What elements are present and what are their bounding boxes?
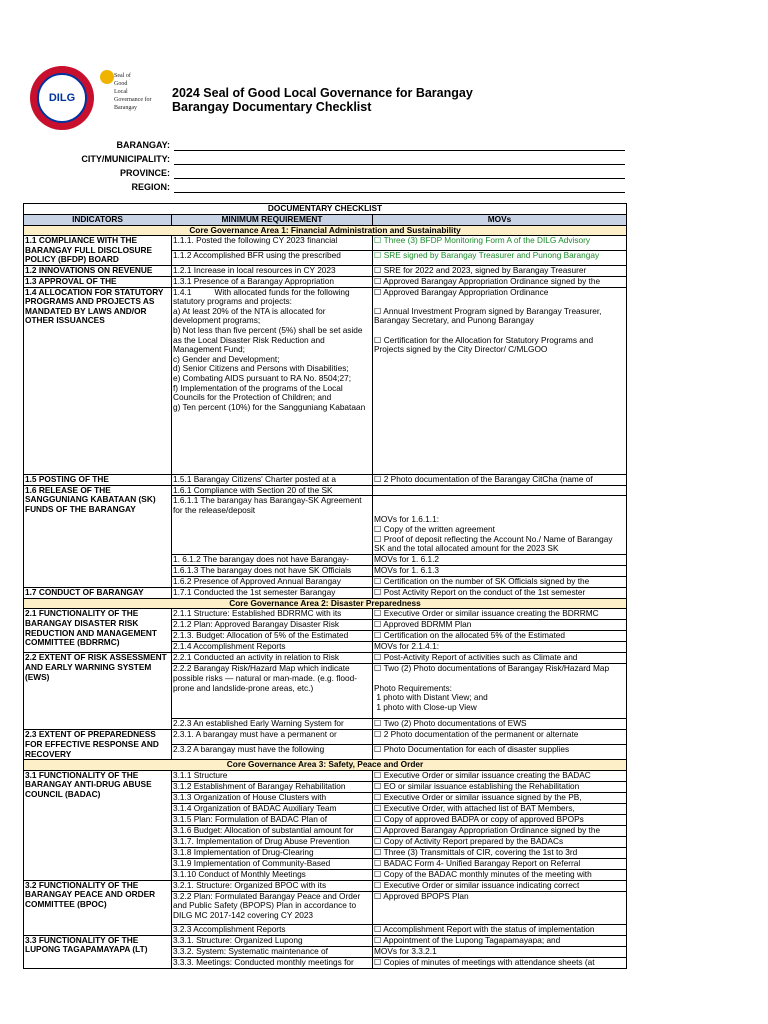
table-row bbox=[24, 880, 627, 891]
minimum-requirement-cell: 3.1.4 Organization of BADAC Auxiliary Team bbox=[172, 803, 373, 814]
minimum-requirement-cell: 2.1.2 Plan: Approved Barangay Disaster Risk bbox=[172, 620, 373, 631]
sglgb-logo-line: Good bbox=[114, 81, 128, 87]
checkbox-icon[interactable]: ☐ bbox=[374, 608, 384, 619]
checkbox-icon[interactable]: ☐ bbox=[374, 718, 384, 729]
table-row bbox=[24, 653, 627, 664]
minimum-requirement-cell: 3.1.6 Budget: Allocation of substantial amount for bbox=[172, 825, 373, 836]
checkbox-icon[interactable]: ☐ bbox=[374, 825, 384, 835]
mov-text: Approved BPOPS Plan bbox=[383, 891, 469, 901]
minimum-requirement-cell: 3.3.2. System: Systematic maintenance of bbox=[172, 946, 373, 957]
checkbox-icon[interactable]: ☐ bbox=[374, 729, 384, 740]
checkbox-icon[interactable]: ☐ bbox=[374, 935, 384, 945]
indicator-cell: 2.3 EXTENT OF PREPAREDNESS FOR EFFECTIVE RESPONSE AND RECOVERY bbox=[24, 730, 172, 760]
indicator-cell: 1.1 COMPLIANCE WITH THE BARANGAY FULL DISCLOSURE POLICY (BFDP) BOARD bbox=[24, 236, 172, 266]
mov-text: Approved BDRMM Plan bbox=[383, 619, 472, 630]
checkbox-icon[interactable]: ☐ bbox=[374, 836, 384, 846]
minimum-requirement-cell: 1.2.1 Increase in local resources in CY 2023 bbox=[172, 265, 373, 276]
mov-cell bbox=[373, 287, 627, 474]
governance-area-header: Core Governance Area 1: Financial Administration and Sustainability bbox=[24, 225, 627, 236]
mov-cell bbox=[373, 474, 627, 485]
mov-text: Post-Activity Report of activities such as Climate and bbox=[383, 652, 578, 663]
mov-text: ☐ Approved Barangay Appropriation Ordinance ☐ Annual Investment Program signed by Barangay Treasurer, Barangay Secretary, and Punong Barangay ☐ Certification for the Allocation for Statutory Programs and Projects signed by the City Director/ C/MLGOO bbox=[374, 287, 602, 355]
mov-text: EO or similar issuance establishing the Rehabilitation bbox=[383, 781, 580, 791]
mov-text: SRE for 2022 and 2023, signed by Barangay Treasurer bbox=[383, 265, 587, 275]
mov-cell bbox=[373, 781, 627, 792]
table-row bbox=[24, 265, 627, 276]
checkbox-icon[interactable]: ☐ bbox=[374, 250, 384, 261]
minimum-requirement-cell: 1.6.1 Compliance with Section 20 of the SK bbox=[172, 485, 373, 496]
minimum-requirement-cell: 1.4.1 With allocated funds for the following statutory programs and projects: a) At least 20% of the NTA is allocated for development programs; b) Not less than five percent (5%) shall be set aside as the Local Disaster Risk Reduction and Management Fund; c) Gender and Development; d) Senior Citizens and Persons with Disabilities; e) Combating AIDS pursuant to RA No. 8504;27; f) Implementation of the programs of the Local Councils for the Protection of Children; and g) Ten percent (10%) for the Sangguniang Kabataan bbox=[172, 287, 373, 474]
mov-cell bbox=[373, 825, 627, 836]
mov-cell bbox=[373, 891, 627, 924]
mov-text: Copy of the BADAC monthly minutes of the meeting with bbox=[383, 869, 592, 879]
checkbox-icon[interactable]: ☐ bbox=[374, 924, 384, 934]
mov-cell bbox=[373, 496, 627, 555]
mov-text: Three (3) Transmittals of CIR, covering the 1st to 3rd bbox=[383, 847, 578, 857]
table-row bbox=[24, 485, 627, 496]
mov-cell bbox=[373, 730, 627, 745]
indicator-cell: 3.3 FUNCTIONALITY OF THE LUPONG TAGAPAMAYAPA (LT) bbox=[24, 935, 172, 968]
minimum-requirement-cell: 2.1.4 Accomplishment Reports bbox=[172, 642, 373, 653]
mov-text: Copies of minutes of meetings with attendance sheets (at bbox=[383, 957, 595, 967]
mov-text: Executive Order or similar issuance creating the BADAC bbox=[383, 770, 591, 780]
mov-cell bbox=[373, 836, 627, 847]
indicator-cell: 1.3 APPROVAL OF THE bbox=[24, 276, 172, 287]
checkbox-icon[interactable]: ☐ bbox=[374, 619, 384, 630]
indicator-cell: 2.1 FUNCTIONALITY OF THE BARANGAY DISASTER RISK REDUCTION AND MANAGEMENT COMMITTEE (BDRRMC) bbox=[24, 609, 172, 653]
mov-cell bbox=[373, 946, 627, 957]
checkbox-icon[interactable]: ☐ bbox=[374, 814, 384, 824]
mov-cell bbox=[373, 565, 627, 576]
minimum-requirement-cell: 3.1.10 Conduct of Monthly Meetings bbox=[172, 869, 373, 880]
mov-text: BADAC Form 4- Unified Barangay Report on Referral bbox=[383, 858, 581, 868]
indicator-cell: 1.2 INNOVATIONS ON REVENUE bbox=[24, 265, 172, 276]
indicator-cell: 2.2 EXTENT OF RISK ASSESSMENT AND EARLY WARNING SYSTEM (EWS) bbox=[24, 653, 172, 730]
mov-cell bbox=[373, 620, 627, 631]
mov-text: Accomplishment Report with the status of implementation bbox=[383, 924, 595, 934]
minimum-requirement-cell: 1.6.2 Presence of Approved Annual Barangay bbox=[172, 576, 373, 587]
mov-text: 2 Photo documentation of the permanent or alternate bbox=[383, 729, 579, 740]
mov-cell bbox=[373, 631, 627, 642]
table-row bbox=[24, 730, 627, 745]
mov-text: Three (3) BFDP Monitoring Form A of the DILG Advisory bbox=[383, 235, 591, 246]
mov-text: MOVs for 1. 6.1.2 bbox=[374, 554, 440, 564]
minimum-requirement-cell: 2.2.3 An established Early Warning System for bbox=[172, 719, 373, 730]
document-header bbox=[30, 62, 750, 132]
mov-text: Executive Order or similar issuance signed by the PB, bbox=[383, 792, 582, 802]
minimum-requirement-cell: 1.6.1.3 The barangay does not have SK Officials bbox=[172, 565, 373, 576]
field-label: REGION: bbox=[131, 182, 170, 192]
mov-text: Certification on the number of SK Officials signed by the bbox=[383, 576, 590, 586]
mov-text: Two (2) Photo documentations of EWS bbox=[383, 718, 527, 729]
minimum-requirement-cell: 1.6.1.1 The barangay has Barangay-SK Agreement for the release/deposit bbox=[172, 496, 373, 555]
mov-cell bbox=[373, 664, 627, 719]
indicator-cell: 1.6 RELEASE OF THE SANGGUNIANG KABATAAN (SK) FUNDS OF THE BARANGAY bbox=[24, 485, 172, 587]
sglgb-logo-line: Barangay bbox=[114, 105, 137, 111]
mov-cell bbox=[373, 957, 627, 968]
mov-cell bbox=[373, 847, 627, 858]
sglgb-logo-line: Local bbox=[114, 89, 128, 95]
checkbox-icon[interactable]: ☐ bbox=[374, 869, 384, 879]
minimum-requirement-cell: 3.1.5 Plan: Formulation of BADAC Plan of bbox=[172, 814, 373, 825]
document-title bbox=[172, 86, 473, 114]
minimum-requirement-cell: 3.1.3 Organization of House Clusters with bbox=[172, 792, 373, 803]
minimum-requirement-cell: 3.2.3 Accomplishment Reports bbox=[172, 924, 373, 935]
dilg-seal-text: DILG bbox=[37, 73, 87, 123]
mov-text: Approved Barangay Appropriation Ordinance signed by the bbox=[383, 276, 601, 286]
minimum-requirement-cell: 3.1.7. Implementation of Drug Abuse Prevention bbox=[172, 836, 373, 847]
field-label: BARANGAY: bbox=[116, 140, 170, 150]
mov-text: SRE signed by Barangay Treasurer and Punong Barangay bbox=[383, 250, 600, 261]
mov-cell bbox=[373, 653, 627, 664]
mov-text: MOVs for 1. 6.1.3 bbox=[374, 565, 440, 575]
governance-area-header: Core Governance Area 3: Safety, Peace and Order bbox=[24, 760, 627, 771]
minimum-requirement-cell: 3.1.2 Establishment of Barangay Rehabilitation bbox=[172, 781, 373, 792]
checkbox-icon[interactable]: ☐ bbox=[374, 576, 384, 586]
mov-cell bbox=[373, 935, 627, 946]
checkbox-icon[interactable]: ☐ bbox=[374, 630, 384, 641]
minimum-requirement-cell: 1.1.1. Posted the following CY 2023 financial bbox=[172, 236, 373, 251]
indicator-cell: 1.7 CONDUCT OF BARANGAY bbox=[24, 587, 172, 598]
minimum-requirement-cell: 2.2.2 Barangay Risk/Hazard Map which indicate possible risks — natural or man-made. (e.g. flood-prone and landslide-prone areas, etc.) bbox=[172, 664, 373, 719]
indicator-cell: 3.2 FUNCTIONALITY OF THE BARANGAY PEACE AND ORDER COMMITTEE (BPOC) bbox=[24, 880, 172, 935]
documentary-checklist-table bbox=[23, 203, 627, 969]
field-line[interactable] bbox=[174, 178, 625, 179]
mov-cell bbox=[373, 770, 627, 781]
field-line[interactable] bbox=[174, 192, 625, 193]
governance-area-header: Core Governance Area 2: Disaster Preparedness bbox=[24, 598, 627, 609]
mov-text: MOVs for 3.3.2.1 bbox=[374, 946, 437, 956]
field-line[interactable] bbox=[174, 150, 625, 151]
minimum-requirement-cell: 3.3.1. Structure: Organized Lupong bbox=[172, 935, 373, 946]
minimum-requirement-cell: 2.1.3. Budget: Allocation of 5% of the Estimated bbox=[172, 631, 373, 642]
mov-cell bbox=[373, 609, 627, 620]
barangay-field bbox=[40, 138, 630, 152]
checkbox-icon[interactable]: ☐ bbox=[374, 652, 384, 663]
mov-cell bbox=[373, 792, 627, 803]
mov-cell bbox=[373, 276, 627, 287]
checkbox-icon[interactable]: ☐ bbox=[374, 265, 384, 275]
sglgb-logo bbox=[114, 72, 151, 112]
minimum-requirement-cell: 2.3.2 A barangay must have the following bbox=[172, 745, 373, 760]
field-label: PROVINCE: bbox=[119, 168, 170, 178]
province-field bbox=[40, 166, 630, 180]
minimum-requirement-cell: 2.3.1. A barangay must have a permanent or bbox=[172, 730, 373, 745]
minimum-requirement-cell: 2.1.1 Structure: Established BDRRMC with its bbox=[172, 609, 373, 620]
minimum-requirement-cell: 3.2.2 Plan: Formulated Barangay Peace and Order and Public Safety (BPOPS) Plan in accordance to DILG MC 2017-142 covering CY 2023 bbox=[172, 891, 373, 924]
table-row bbox=[24, 287, 627, 474]
mov-text: Copy of approved BADPA or copy of approved BPOPs bbox=[383, 814, 584, 824]
dilg-seal-logo bbox=[30, 66, 94, 130]
mov-cell bbox=[373, 576, 627, 587]
mov-cell bbox=[373, 236, 627, 251]
mov-text: Photo Documentation for each of disaster supplies bbox=[383, 744, 570, 755]
indicator-cell: 3.1 FUNCTIONALITY OF THE BARANGAY ANTI-DRUG ABUSE COUNCIL (BADAC) bbox=[24, 770, 172, 880]
table-row bbox=[24, 276, 627, 287]
mov-cell bbox=[373, 869, 627, 880]
checkbox-icon[interactable]: ☐ bbox=[374, 792, 384, 802]
minimum-requirement-cell: 1.5.1 Barangay Citizens' Charter posted at a bbox=[172, 474, 373, 485]
minimum-requirement-cell: 3.1.1 Structure bbox=[172, 770, 373, 781]
table-row bbox=[24, 935, 627, 946]
checkbox-icon[interactable]: ☐ bbox=[374, 235, 384, 246]
mov-text: Approved Barangay Appropriation Ordinance signed by the bbox=[383, 825, 601, 835]
checkbox-icon[interactable]: ☐ bbox=[374, 474, 384, 484]
location-fields bbox=[40, 138, 630, 194]
mov-cell bbox=[373, 719, 627, 730]
minimum-requirement-cell: 3.3.3. Meetings: Conducted monthly meetings for bbox=[172, 957, 373, 968]
region-field bbox=[40, 180, 630, 194]
table-row bbox=[24, 236, 627, 251]
mov-cell bbox=[373, 880, 627, 891]
sglgb-logo-line: Governance for bbox=[114, 97, 152, 103]
mov-cell bbox=[373, 554, 627, 565]
field-line[interactable] bbox=[174, 164, 625, 165]
title-line-2: Barangay Documentary Checklist bbox=[172, 100, 372, 114]
mov-cell bbox=[373, 814, 627, 825]
mov-cell bbox=[373, 858, 627, 869]
column-header-indicators: INDICATORS bbox=[24, 215, 172, 226]
minimum-requirement-cell: 1.3.1 Presence of a Barangay Appropriation bbox=[172, 276, 373, 287]
mov-text: 2 Photo documentation of the Barangay CitCha (name of bbox=[383, 474, 593, 484]
indicator-cell: 1.5 POSTING OF THE bbox=[24, 474, 172, 485]
column-header-minimum-requirement: MINIMUM REQUIREMENT bbox=[172, 215, 373, 226]
checkbox-icon[interactable]: ☐ bbox=[374, 847, 384, 857]
mov-text: Executive Order, with attached list of BAT Members, bbox=[383, 803, 575, 813]
sun-icon bbox=[100, 70, 114, 84]
sglgb-logo-line: Seal of bbox=[114, 73, 131, 79]
table-row bbox=[24, 587, 627, 598]
mov-text: Appointment of the Lupong Tagapamayapa; and bbox=[383, 935, 561, 945]
mov-text: Executive Order or similar issuance creating the BDRRMC bbox=[383, 608, 599, 619]
mov-text: Certification on the allocated 5% of the Estimated bbox=[383, 630, 566, 641]
mov-cell bbox=[373, 265, 627, 276]
table-row bbox=[24, 770, 627, 781]
minimum-requirement-cell: 3.1.9 Implementation of Community-Based bbox=[172, 858, 373, 869]
checkbox-icon[interactable]: ☐ bbox=[374, 957, 384, 967]
mov-text: Post Activity Report on the conduct of the 1st semester bbox=[383, 587, 586, 597]
checkbox-icon[interactable]: ☐ bbox=[374, 781, 384, 791]
mov-cell bbox=[373, 251, 627, 266]
checkbox-icon[interactable]: ☐ bbox=[374, 587, 384, 597]
minimum-requirement-cell: 1.1.2 Accomplished BFR using the prescribed bbox=[172, 251, 373, 266]
checkbox-icon[interactable]: ☐ bbox=[374, 891, 384, 901]
checkbox-icon[interactable]: ☐ bbox=[374, 858, 384, 868]
mov-cell bbox=[373, 745, 627, 760]
checkbox-icon[interactable]: ☐ bbox=[374, 803, 384, 813]
mov-cell bbox=[373, 642, 627, 653]
indicator-cell: 1.4 ALLOCATION FOR STATUTORY PROGRAMS AND PROJECTS AS MANDATED BY LAWS AND/OR OTHER ISSUANCES bbox=[24, 287, 172, 474]
mov-text: ☐ Two (2) Photo documentations of Barangay Risk/Hazard Map Photo Requirements: 1 photo with Distant View; and 1 photo with Close-up View bbox=[374, 663, 610, 712]
checklist-title: DOCUMENTARY CHECKLIST bbox=[24, 204, 627, 215]
checkbox-icon[interactable]: ☐ bbox=[374, 770, 384, 780]
mov-cell bbox=[373, 587, 627, 598]
checkbox-icon[interactable]: ☐ bbox=[374, 744, 384, 755]
mov-cell bbox=[373, 924, 627, 935]
table-row bbox=[24, 609, 627, 620]
minimum-requirement-cell: 1. 6.1.2 The barangay does not have Barangay- bbox=[172, 554, 373, 565]
column-header-movs: MOVs bbox=[373, 215, 627, 226]
minimum-requirement-cell: 3.2.1. Structure: Organized BPOC with its bbox=[172, 880, 373, 891]
mov-cell bbox=[373, 803, 627, 814]
mov-text: Executive Order or similar issuance indicating correct bbox=[383, 880, 580, 890]
mov-text: MOVs for 1.6.1.1: ☐ Copy of the written agreement ☐ Proof of deposit reflecting the Account No./ Name of Barangay SK and the total allocated amount for the 2023 SK bbox=[374, 514, 613, 554]
title-line-1: 2024 Seal of Good Local Governance for Barangay bbox=[172, 86, 473, 100]
minimum-requirement-cell: 1.7.1 Conducted the 1st semester Barangay bbox=[172, 587, 373, 598]
table-row bbox=[24, 474, 627, 485]
checkbox-icon[interactable]: ☐ bbox=[374, 276, 384, 286]
minimum-requirement-cell: 3.1.8 Implementation of Drug-Clearing bbox=[172, 847, 373, 858]
mov-text: Copy of Activity Report prepared by the BADACs bbox=[383, 836, 564, 846]
city-municipality-field bbox=[40, 152, 630, 166]
minimum-requirement-cell: 2.2.1 Conducted an activity in relation to Risk bbox=[172, 653, 373, 664]
field-label: CITY/MUNICIPALITY: bbox=[81, 154, 170, 164]
mov-cell bbox=[373, 485, 627, 496]
mov-text: MOVs for 2.1.4.1: bbox=[374, 641, 440, 652]
checkbox-icon[interactable]: ☐ bbox=[374, 880, 384, 890]
